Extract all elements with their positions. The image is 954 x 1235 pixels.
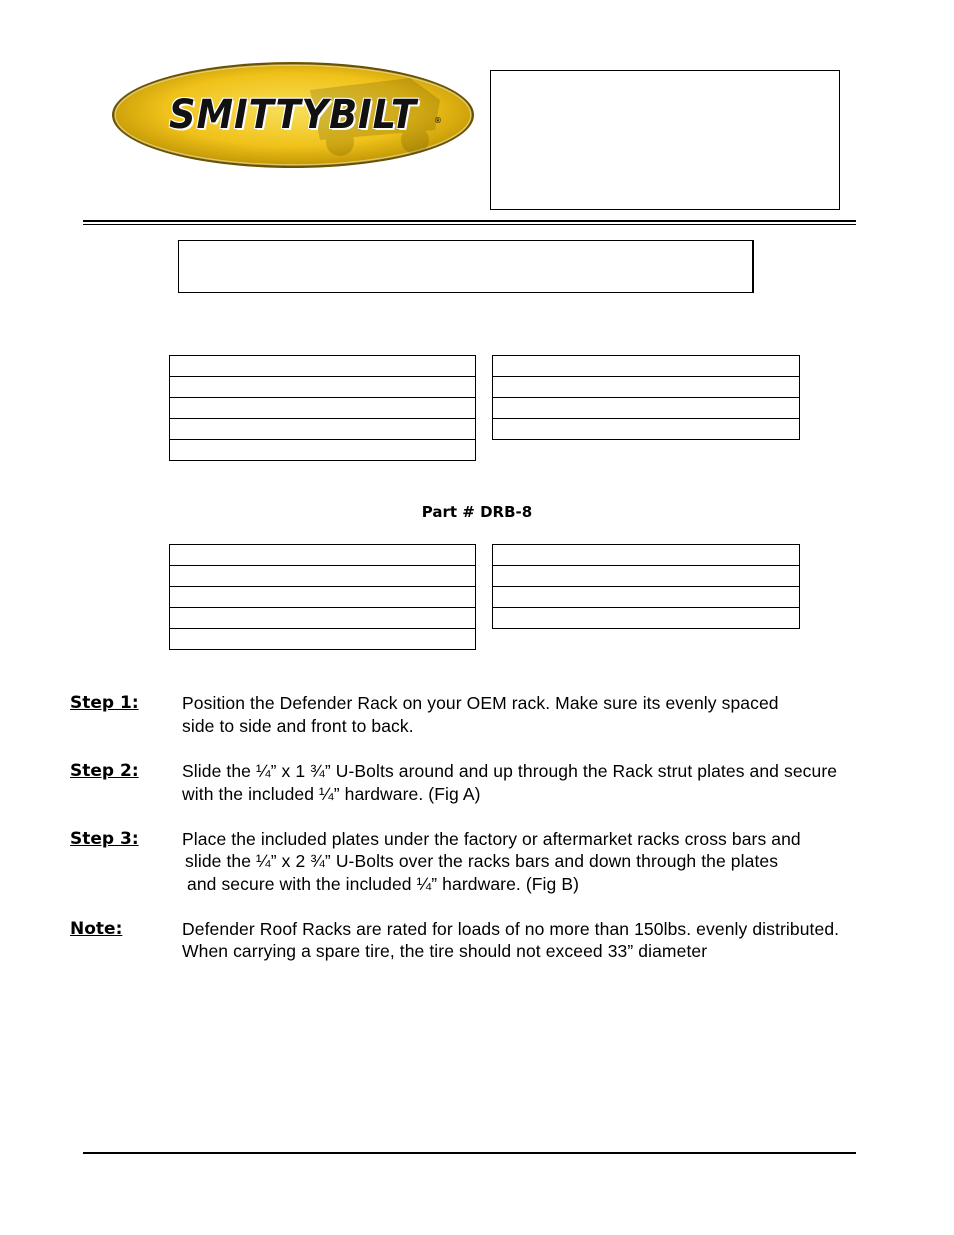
table-cell [170,398,476,419]
top-rule-thin [83,224,856,225]
registered-mark: ® [434,116,442,125]
table-row [170,629,476,650]
table-row [493,566,800,587]
table-cell [170,545,476,566]
step-2-text-line: Slide the ¼” x 1 ¾” U-Bolts around and up through the Rack strut plates and secure [182,761,838,781]
top-rule [83,220,856,222]
note-text-line: Defender Roof Racks are rated for loads of no more than 150lbs. evenly distributed. [182,919,840,939]
table-row [170,356,476,377]
table-row [493,419,800,440]
parts-table-upper-right [492,355,800,440]
table-row [170,566,476,587]
note-text-line: When carrying a spare tire, the tire should not exceed 33” diameter [182,941,708,961]
table-cell [170,440,476,461]
table-cell [170,566,476,587]
table-cell [493,608,800,629]
part-number: Part # DRB-8 [421,503,533,521]
header-info-box [490,70,840,210]
table-row [170,419,476,440]
logo-wordmark: SMITTYBILT [169,92,417,138]
table-cell [493,377,800,398]
note-label: Note: [70,919,123,939]
step-1-label: Step 1: [70,693,139,713]
table-cell [493,545,800,566]
table-cell [170,629,476,650]
table-row [170,608,476,629]
table-row [170,377,476,398]
step-3-text-line: Place the included plates under the factory or aftermarket racks cross bars and [182,829,801,849]
table-row [170,440,476,461]
table-cell [493,419,800,440]
bottom-rule [83,1152,856,1154]
table-row [170,587,476,608]
table-row [493,377,800,398]
table-cell [170,587,476,608]
step-1-text-line: side to side and front to back. [182,716,414,736]
step-3-text-line: and secure with the included ¼” hardware. (Fig B) [187,874,580,894]
table-row [493,587,800,608]
table-row [493,398,800,419]
parts-table-upper-left [169,355,476,461]
table-row [170,545,476,566]
table-cell [170,608,476,629]
parts-table-lower-right [492,544,800,629]
table-cell [170,419,476,440]
step-3-text-line: slide the ¼” x 2 ¾” U-Bolts over the racks bars and down through the plates [185,851,779,871]
table-cell [493,356,800,377]
step-2-text-line: with the included ¼” hardware. (Fig A) [182,784,481,804]
table-cell [493,587,800,608]
table-row [493,545,800,566]
title-box [178,240,754,293]
table-cell [170,356,476,377]
smittybilt-logo [110,60,476,170]
parts-table-lower-left [169,544,476,650]
table-cell [493,566,800,587]
table-row [170,398,476,419]
table-row [493,608,800,629]
table-row [493,356,800,377]
step-1-text-line: Position the Defender Rack on your OEM rack. Make sure its evenly spaced [182,693,779,713]
step-2-label: Step 2: [70,761,139,781]
table-cell [493,398,800,419]
table-cell [170,377,476,398]
step-3-label: Step 3: [70,829,139,849]
